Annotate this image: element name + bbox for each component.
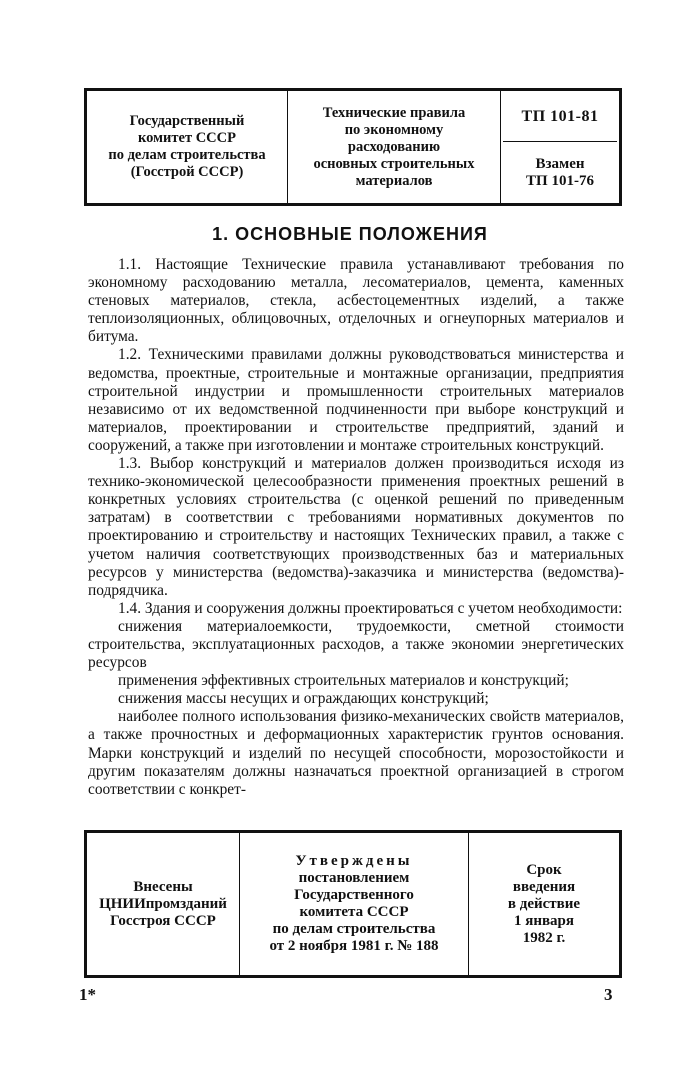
paragraph-1-2: 1.2. Техническими правилами должны руководствоваться министерства и ведомства, проектные, строительные и монтажные организации, предприятия строительной индустрии и промышленности строительных материалов независимо от их ведомственной подчиненности при выборе конструкций и материалов, проектировании и строительстве предприятий, зданий и сооружений, а также при изготовлении и монтаже строительных конструкций.	[88, 346, 624, 454]
approval-table	[84, 830, 622, 978]
replaces-code: ТП 101-76	[526, 172, 594, 189]
list-item: применения эффективных строительных материалов и конструкций;	[118, 672, 569, 690]
document-title-cell: Технические правила по экономному расходованию основных строительных материалов	[288, 90, 501, 205]
list-item: снижения материалоемкости, трудоемкости, сметной стоимости строительства, эксплуатационных расходов, а также экономии энергетических ресурсов	[88, 617, 624, 672]
page-number: 3	[604, 985, 613, 1004]
approved-text: постановлением Государственного комитета СССР по делам строительства от 2 ноября 1981 г. № 188	[269, 870, 439, 954]
list-item: снижения массы несущих и ограждающих конструкций;	[118, 690, 489, 708]
section-body	[88, 256, 624, 799]
section-title: 1. ОСНОВНЫЕ ПОЛОЖЕНИЯ	[212, 224, 488, 244]
issuer-cell: Государственный комитет СССР по делам строительства (Госстрой СССР)	[86, 90, 288, 205]
paragraph-1-3: 1.3. Выбор конструкций и материалов должен производиться исходя из технико-экономической целесообразности применения проектных решений в конкретных условиях строительства (с оценкой решений по приведенным затратам) в соответствии с требованиями нормативных документов по проектированию и строительству и настоящих Технических правил, а также с учетом наличия соответствующих производственных баз и материальных ресурсов у министерства (ведомства)-заказчика и министерства (ведомства)-подрядчика.	[88, 455, 624, 599]
approved-heading: Утверждены	[295, 853, 413, 869]
document-code: ТП 101-81	[503, 91, 617, 142]
approved-cell	[240, 832, 469, 977]
paragraph-1-4: 1.4. Здания и сооружения должны проектироваться с учетом необходимости:	[118, 599, 623, 617]
replaces-block	[503, 142, 617, 203]
paragraph-1-1: 1.1. Настоящие Технические правила устанавливают требования по экономному расходованию металла, лесоматериалов, цемента, каменных стеновых материалов, стекла, асбестоцементных изделий, а также теплоизоляционных, облицовочных, отделочных и огнеупорных материалов и битума.	[88, 256, 624, 346]
document-code-cell	[501, 90, 621, 205]
signature-mark: 1*	[79, 985, 96, 1004]
document-header-table	[84, 88, 622, 206]
replaces-label: Взамен	[535, 155, 585, 172]
effective-date-cell: Срок введения в действие 1 января 1982 г.	[469, 832, 621, 977]
introduced-by-cell: Внесены ЦНИИпромзданий Госстроя СССР	[86, 832, 240, 977]
list-item: наиболее полного использования физико-механических свойств материалов, а также прочностных и деформационных характеристик грунтов основания. Марки конструкций и изделий по несущей способности, морозостойкости и другим показателям должны назначаться проектной организацией в строгом соответствии с конкрет-	[88, 708, 624, 798]
